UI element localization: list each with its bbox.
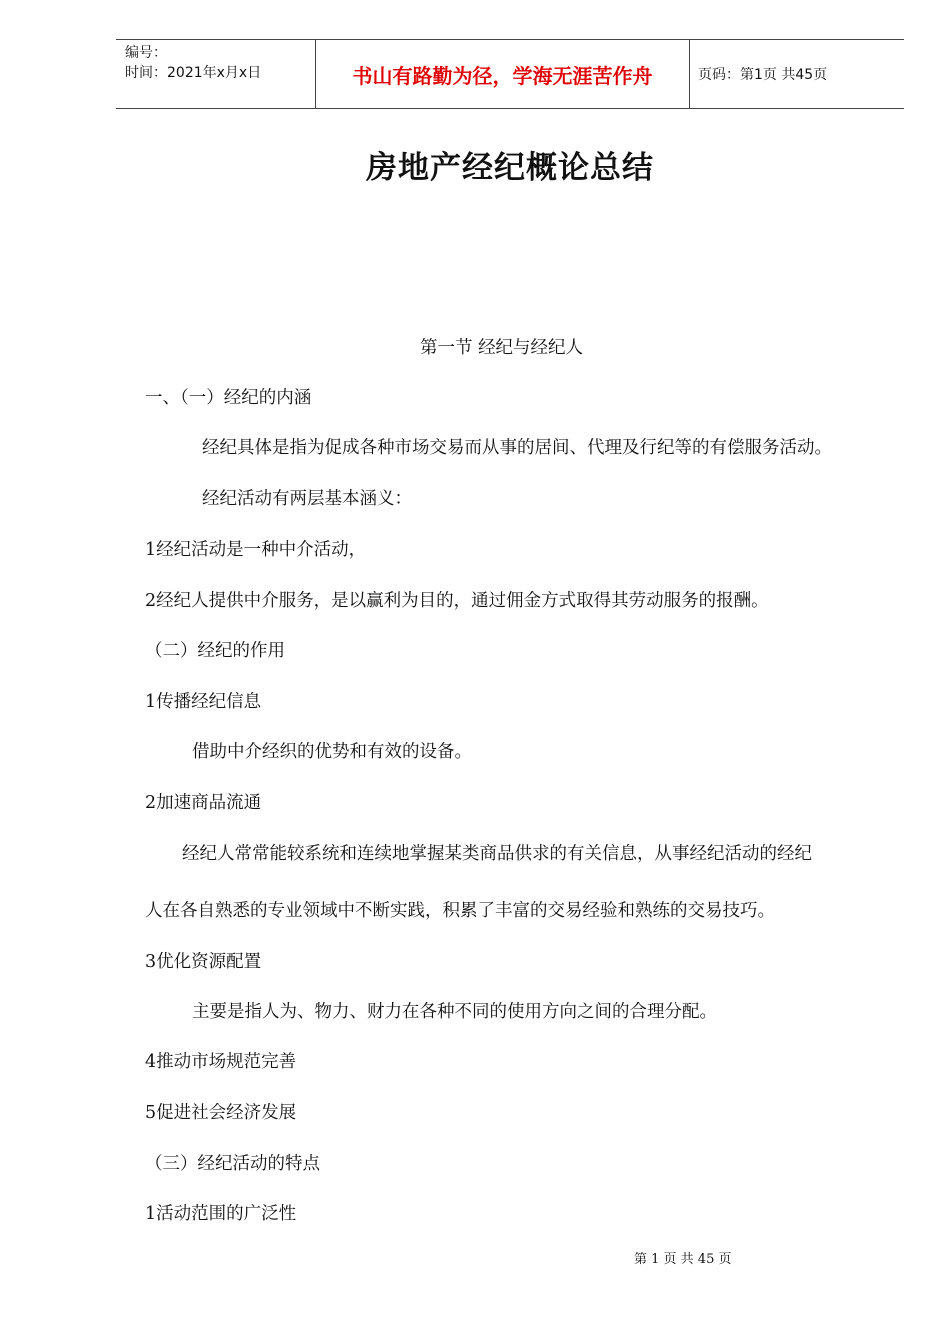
time-label: 时间：2021年x月x日 [125,65,262,81]
header-motto: 书山有路勤为径，学海无涯苦作舟 [316,40,690,108]
paragraph: 主要是指人为、物力、财力在各种不同的使用方向之间的合理分配。 [192,1002,717,1022]
list-item: 2经纪人提供中介服务，是以赢利为目的，通过佣金方式取得其劳动服务的报酬。 [145,591,769,611]
paragraph: 经纪活动有两层基本涵义： [202,489,412,509]
heading-1: 一、（一）经纪的内涵 [145,388,312,408]
section-title: 第一节 经纪与经纪人 [420,338,584,358]
paragraph: 借助中介经织的优势和有效的设备。 [192,742,472,762]
list-item: 2加速商品流通 [145,793,262,813]
paragraph: 人在各自熟悉的专业领域中不断实践，积累了丰富的交易经验和熟练的交易技巧。 [145,901,775,921]
paragraph: 经纪人常常能较系统和连续地掌握某类商品供求的有关信息，从事经纪活动的经纪 [182,844,812,864]
serial-label: 编号： [125,45,167,61]
list-item: 5促进社会经济发展 [145,1103,297,1123]
heading-3: （三）经纪活动的特点 [145,1154,320,1174]
header-meta [116,40,316,108]
document-title: 房地产经纪概论总结 [366,150,654,186]
list-item: 4推动市场规范完善 [145,1052,297,1072]
list-item: 1活动范围的广泛性 [145,1204,297,1224]
page-footer: 第 1 页 共 45 页 [634,1252,732,1267]
paragraph: 经纪具体是指为促成各种市场交易而从事的居间、代理及行纪等的有偿服务活动。 [202,438,832,458]
list-item: 1经纪活动是一种中介活动， [145,540,367,560]
list-item: 3优化资源配置 [145,952,262,972]
list-item: 1传播经纪信息 [145,692,262,712]
heading-2: （二）经纪的作用 [145,641,285,661]
page-header [116,39,904,109]
header-page-info: 页码：第1页 共45页 [698,67,828,83]
